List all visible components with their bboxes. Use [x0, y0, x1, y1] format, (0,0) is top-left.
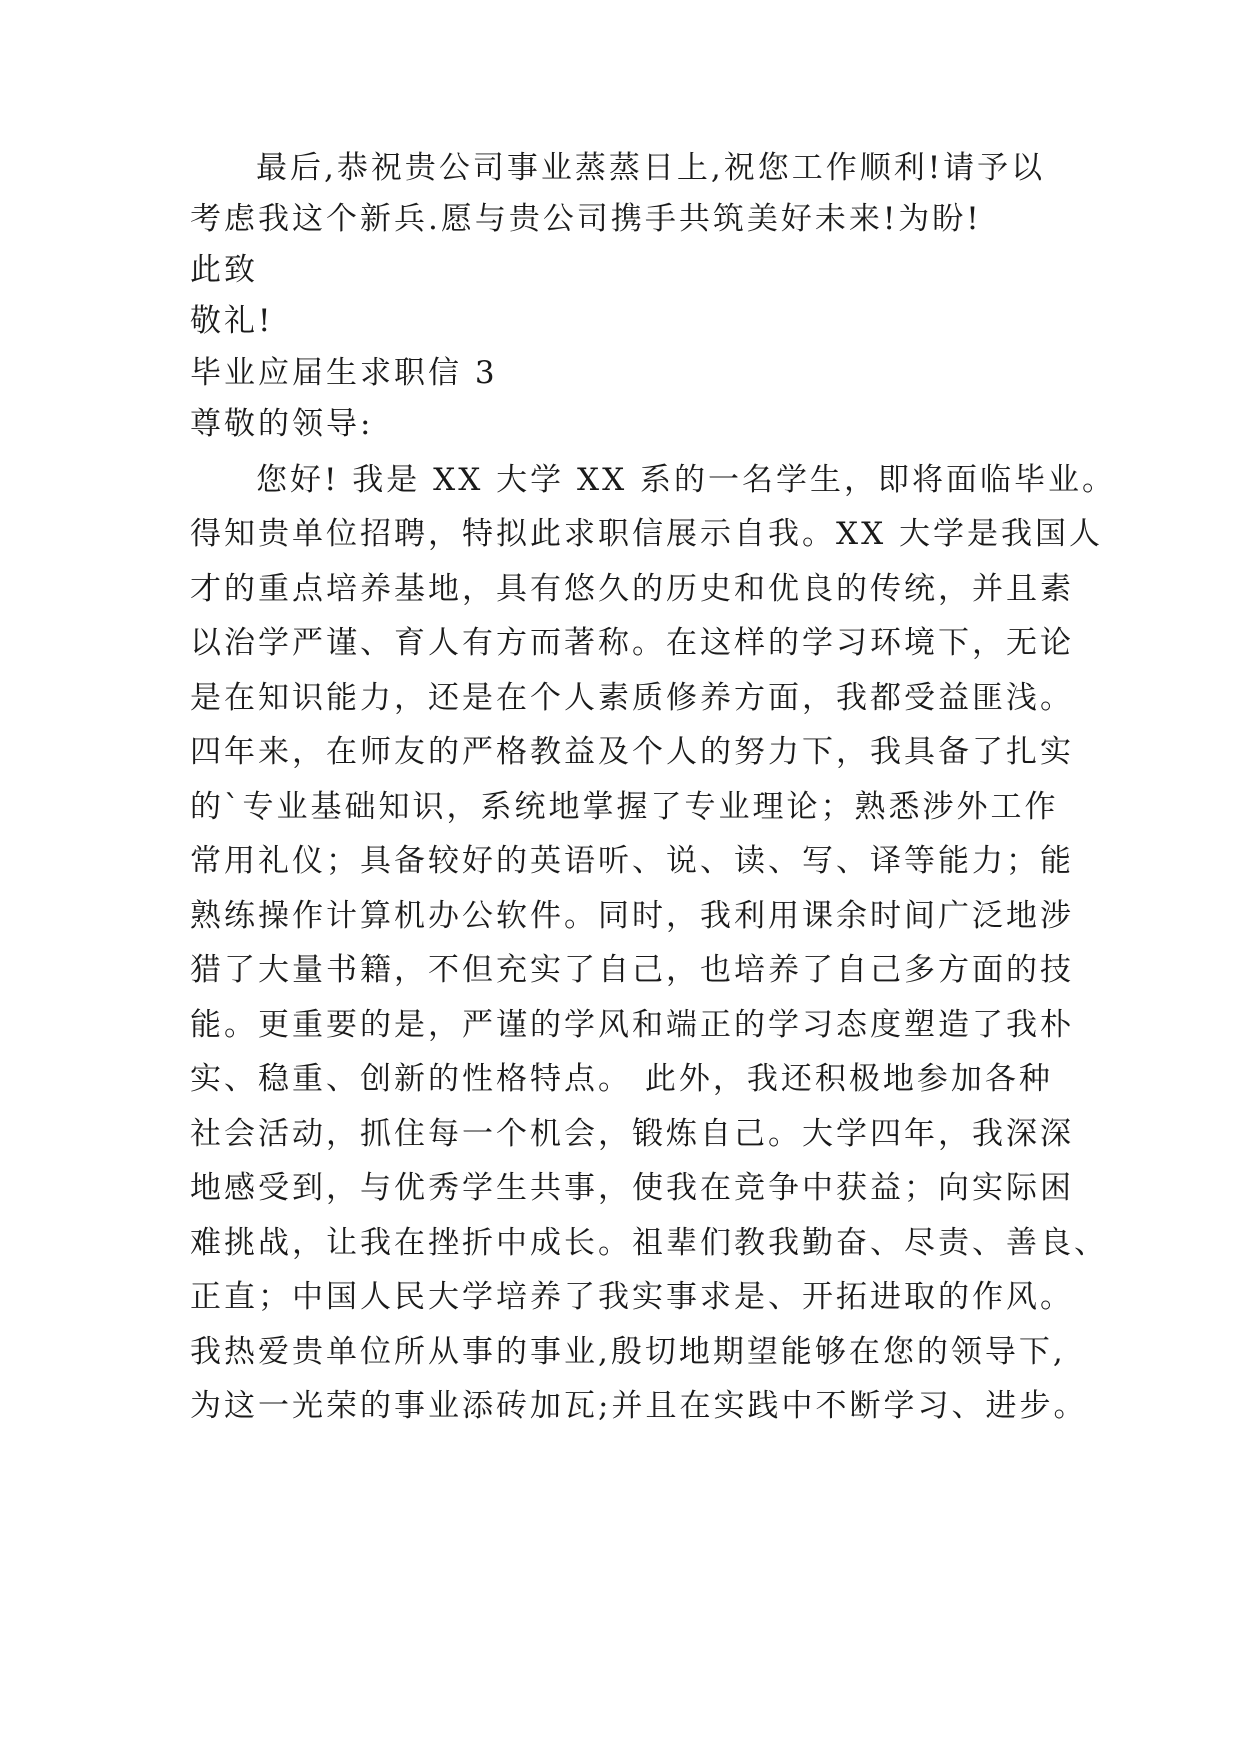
section-title: 毕业应届生求职信 3: [190, 355, 498, 391]
salutation-close: 此致: [190, 252, 258, 288]
body-line: 我热爱贵单位所从事的事业,殷切地期望能够在您的领导下,: [190, 1334, 1066, 1370]
body-line: 难挑战，让我在挫折中成长。祖辈们教我勤奋、尽责、善良、: [190, 1225, 1108, 1261]
body-line: 是在知识能力，还是在个人素质修养方面，我都受益匪浅。: [190, 680, 1074, 716]
body-line: 熟练操作计算机办公软件。同时，我利用课余时间广泛地涉: [190, 898, 1074, 934]
body-line: 能。更重要的是，严谨的学风和端正的学习态度塑造了我朴: [190, 1007, 1074, 1043]
closing-paragraph-line: 考虑我这个新兵.愿与贵公司携手共筑美好未来!为盼!: [190, 201, 982, 237]
body-line: 为这一光荣的事业添砖加瓦;并且在实践中不断学习、进步。: [190, 1388, 1088, 1424]
body-line: 四年来，在师友的严格教益及个人的努力下，我具备了扎实: [190, 734, 1074, 770]
body-line: 猎了大量书籍，不但充实了自己，也培养了自己多方面的技: [190, 952, 1074, 988]
body-line: 的`专业基础知识，系统地掌握了专业理论；熟悉涉外工作: [190, 789, 1059, 825]
body-line: 常用礼仪；具备较好的英语听、说、读、写、译等能力；能: [190, 843, 1074, 879]
body-line: 您好! 我是 XX 大学 XX 系的一名学生，即将面临毕业。: [256, 462, 1117, 498]
body-line: 社会活动，抓住每一个机会，锻炼自己。大学四年，我深深: [190, 1116, 1074, 1152]
body-line: 以治学严谨、育人有方而著称。在这样的学习环境下，无论: [190, 625, 1074, 661]
body-line: 实、稳重、创新的性格特点。 此外，我还积极地参加各种: [190, 1061, 1053, 1097]
body-line: 地感受到，与优秀学生共事，使我在竞争中获益；向实际困: [190, 1170, 1074, 1206]
body-line: 正直；中国人民大学培养了我实事求是、开拓进取的作风。: [190, 1279, 1074, 1315]
body-line: 才的重点培养基地，具有悠久的历史和优良的传统，并且素: [190, 571, 1074, 607]
regards: 敬礼!: [190, 303, 274, 339]
closing-paragraph-line: 最后,恭祝贵公司事业蒸蒸日上,祝您工作顺利!请予以: [256, 150, 1046, 186]
greeting: 尊敬的领导:: [190, 406, 374, 442]
body-line: 得知贵单位招聘，特拟此求职信展示自我。XX 大学是我国人: [190, 516, 1103, 552]
